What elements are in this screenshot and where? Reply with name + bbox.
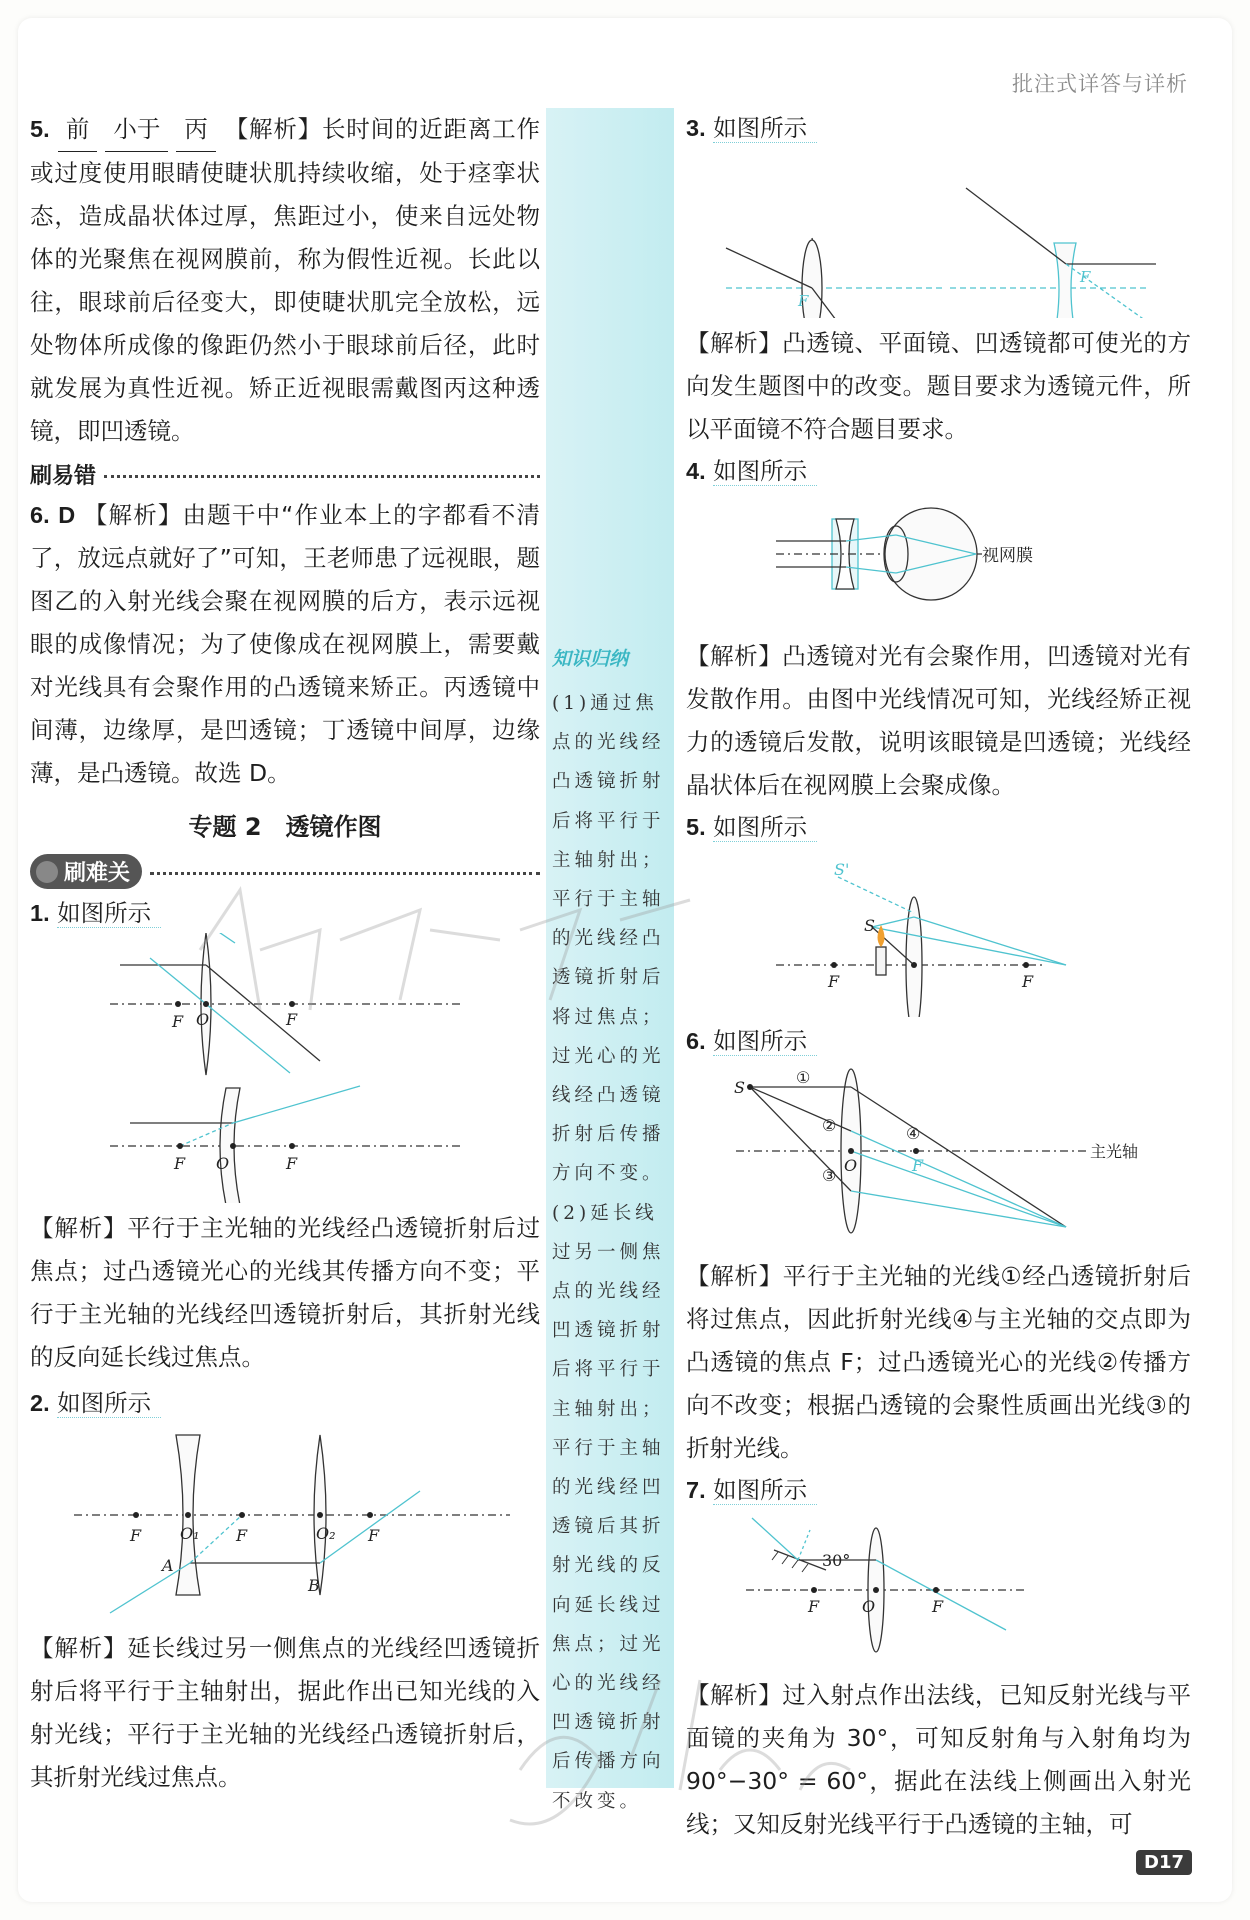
knowledge-title: 知识归纳: [552, 648, 629, 670]
svg-text:F: F: [828, 972, 840, 991]
svg-text:F: F: [236, 1526, 248, 1545]
q2-explanation: 【解析】延长线过另一侧焦点的光线经凹透镜折射后将平行于主轴射出，据此作出已知光线的入射光线；平行于主光轴的光线经凸透镜折射后，其折射光线过焦点。: [30, 1634, 540, 1791]
q7-explanation: 【解析】过入射点作出法线，已知反射光线与平面镜的夹角为 30°，可知反射角与入射角均为 90°−30° = 60°，据此在法线上侧画出入射光线；又知反射光线平行于凸透镜的主轴，可: [686, 1681, 1191, 1838]
page-number: D17: [1136, 1850, 1192, 1875]
q3-heading: 3. 如图所示: [686, 108, 1191, 148]
svg-text:F: F: [174, 1154, 186, 1173]
svg-text:F: F: [808, 1597, 820, 1616]
svg-text:④: ④: [906, 1124, 921, 1143]
q6-heading: 6. 如图所示: [686, 1021, 1191, 1061]
q6-explanation: 【解析】平行于主光轴的光线①经凸透镜折射后将过焦点，因此折射光线④与主光轴的交点即为凸透镜的焦点 F；过凸透镜光心的光线②传播方向不改变；根据凸透镜的会聚性质画出光线③的折射光线。: [686, 1262, 1191, 1462]
svg-text:F: F: [368, 1526, 380, 1545]
answer-5: 5. 前 小于 丙 【解析】长时间的近距离工作或过度使用眼睛使睫状肌持续收缩，处于痉挛状态，造成晶状体过厚，焦距过小，使来自远处物体的光聚焦在视网膜前，称为假性近视。长此以往，眼球前后径变大，即使睫状肌完全放松，远处物体所成像的像距仍然小于眼球前后径，此时就发展为真性近视。矫正近视眼需戴图丙这种透镜，即凹透镜。: [30, 108, 540, 453]
header-title: 批注式详答与详析: [1012, 72, 1188, 96]
answer-5-explanation: 【解析】长时间的近距离工作或过度使用眼睛使睫状肌持续收缩，处于痉挛状态，造成晶状体过厚，焦距过小，使来自远处物体的光聚焦在视网膜前，称为假性近视。长此以往，眼球前后径变大，即使睫状肌完全放松，远处物体所成像的像距仍然小于眼球前后径，此时就发展为真性近视。矫正近视眼需戴图丙这种透镜，即凹透镜。: [30, 115, 540, 445]
svg-text:S: S: [734, 1078, 745, 1097]
svg-text:③: ③: [822, 1166, 837, 1185]
book-icon: [36, 861, 58, 883]
answer-6-explanation: 【解析】由题干中“作业本上的字都看不清了，放远点就好了”可知，王老师患了远视眼，题图乙的入射光线会聚在视网膜的后方，表示远视眼的成像情况；为了使像成在视网膜上，需要戴对光线具有会聚作用的凸透镜来矫正。丙透镜中间薄，边缘厚，是凹透镜；丁透镜中间厚，边缘薄，是凸透镜。故选 D。: [30, 501, 540, 787]
section-yicuo: 刷易错: [30, 459, 540, 490]
svg-text:O: O: [844, 1156, 858, 1175]
answer-6: 6. D 【解析】由题干中“作业本上的字都看不清了，放远点就好了”可知，王老师患了远视眼，题图乙的入射光线会聚在视网膜的后方，表示远视眼的成像情况；为了使像成在视网膜上，需要戴对光线具有会聚作用的凸透镜来矫正。丙透镜中间薄，边缘厚，是凹透镜；丁透镜中间厚，边缘薄，是凸透镜。故选 D。: [30, 501, 540, 787]
q1-explanation: 【解析】平行于主光轴的光线经凸透镜折射后过焦点；过凸透镜光心的光线其传播方向不变；平行于主光轴的光线经凹透镜折射后，其折射光线的反向延长线过焦点。: [30, 1214, 540, 1371]
svg-text:①: ①: [796, 1068, 811, 1087]
svg-text:A: A: [162, 1556, 174, 1575]
q3-explanation: 【解析】凸透镜、平面镜、凹透镜都可使光的方向发生题图中的改变。题目要求为透镜元件，所以平面镜不符合题目要求。: [686, 329, 1191, 443]
svg-text:F: F: [172, 1012, 184, 1031]
svg-text:F: F: [912, 1156, 924, 1175]
svg-text:S: S: [864, 916, 875, 935]
q1-heading: 1. 如图所示: [30, 893, 540, 933]
diagram-q4: [686, 491, 1191, 631]
section-nanguan: 刷难关: [30, 854, 540, 889]
topic-title: 专题 2 透镜作图: [188, 813, 382, 841]
svg-text:30°: 30°: [822, 1551, 851, 1570]
svg-text:B: B: [308, 1576, 320, 1595]
svg-text:F: F: [1022, 972, 1034, 991]
diagram-q5: [686, 847, 1191, 1017]
q4-heading: 4. 如图所示: [686, 451, 1191, 491]
right-column: [686, 108, 1191, 1846]
q5-heading: 5. 如图所示: [686, 807, 1191, 847]
q2-heading: 2. 如图所示: [30, 1383, 540, 1423]
svg-text:O: O: [196, 1010, 210, 1029]
q7-heading: 7. 如图所示: [686, 1470, 1191, 1510]
svg-text:F: F: [286, 1154, 298, 1173]
svg-text:F: F: [1080, 268, 1091, 286]
svg-text:O: O: [216, 1154, 230, 1173]
svg-text:F: F: [798, 292, 809, 310]
diagram-q2: [30, 1423, 540, 1623]
diagram-q7: [686, 1510, 1191, 1670]
svg-text:O₂: O₂: [316, 1524, 336, 1543]
svg-text:S': S': [834, 860, 850, 879]
svg-text:F: F: [286, 1010, 298, 1029]
svg-text:主光轴: 主光轴: [1090, 1142, 1139, 1161]
svg-text:F: F: [130, 1526, 142, 1545]
diagram-q6: [686, 1061, 1191, 1251]
diagram-q1: [30, 933, 540, 1203]
svg-text:O: O: [862, 1597, 876, 1616]
knowledge-text: (1)通过焦点的光线经凸透镜折射后将平行于主轴射出；平行于主轴的光线经凸透镜折射后将过焦点；过光心的光线经凸透镜折射后传播方向不变。(2)延长线过另一侧焦点的光线经凹透镜折射后将平行于主轴射出；平行于主轴的光线经凹透镜后其折射光线的反向延长线过焦点；过光心的光线经凹透镜折射后传播方向不改变。: [552, 693, 665, 1812]
diagram-q3: [686, 148, 1191, 318]
svg-text:视网膜: 视网膜: [982, 546, 1033, 566]
q4-explanation: 【解析】凸透镜对光有会聚作用，凹透镜对光有发散作用。由图中光线情况可知，光线经矫正视力的透镜后发散，说明该眼镜是凹透镜；光线经晶状体后在视网膜上会聚成像。: [686, 642, 1191, 799]
svg-text:O₁: O₁: [180, 1524, 200, 1543]
svg-text:F: F: [932, 1597, 944, 1616]
left-column: [30, 108, 540, 1799]
svg-text:②: ②: [822, 1116, 837, 1135]
